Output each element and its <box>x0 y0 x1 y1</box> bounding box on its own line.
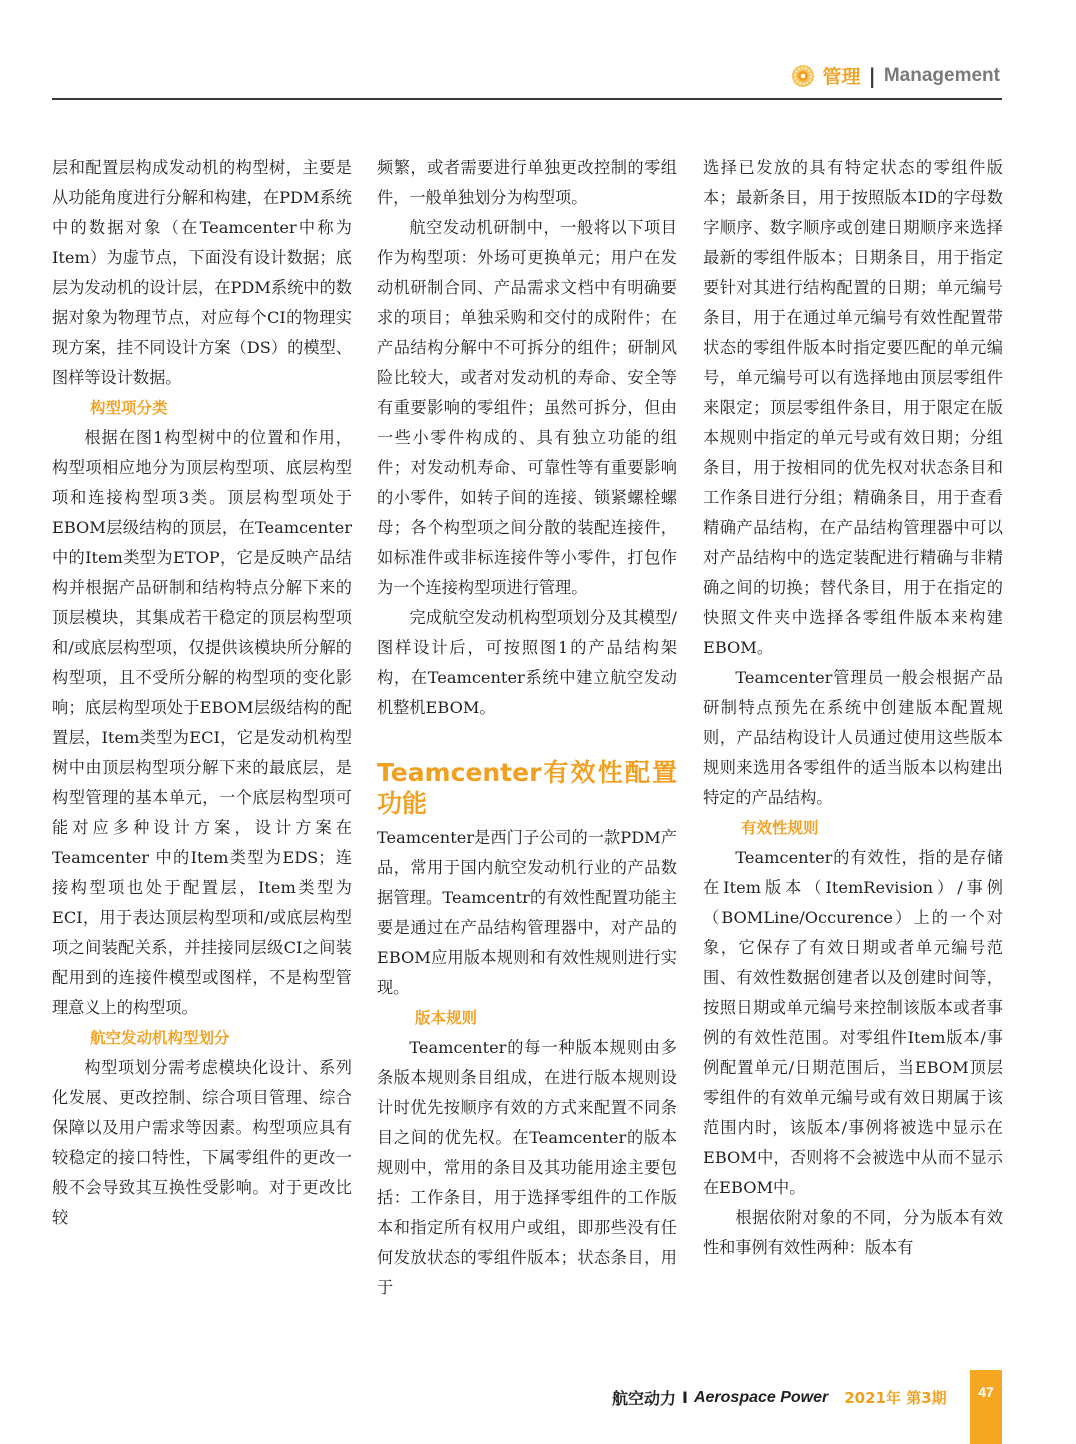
footer <box>612 1386 947 1409</box>
paragraph: 根据依附对象的不同，分为版本有效性和事例有效性两种：版本有 <box>703 1208 1003 1257</box>
subheading-effectivity-rules: 有效性规则 <box>741 819 819 837</box>
paragraph: Teamcenter管理员一般会根据产品研制特点预先在系统中创建版本配置规则，产品结构设计人员通过使用这些版本规则来选用各零组件的适当版本以构建出特定的产品结构。 <box>703 668 1003 807</box>
section-title: Teamcenter有效性配置功能 <box>377 758 677 818</box>
subheading-engine-config-division: 航空发动机构型划分 <box>90 1029 230 1047</box>
paragraph: 频繁，或者需要进行单独更改控制的零组件，一般单独划分为构型项。 <box>377 158 677 207</box>
paragraph: 航空发动机研制中，一般将以下项目作为构型项：外场可更换单元；用户在发动机研制合同、产品需求文档中有明确要求的项目；单独采购和交付的成附件；在产品结构分解中不可拆分的组件；研制风险比较大，或者对发动机的寿命、安全等有重要影响的零组件；虽然可拆分，但由一些小零件构成的、具有独立功能的组件；对发动机寿命、可靠性等有重要影响的小零件，如转子间的连接、锁紧螺栓螺母；各个构型项之间分散的装配连接件，如标准件或非标连接件等小零件，打包作为一个连接构型项进行管理。 <box>377 218 677 597</box>
page-number-tab <box>970 1370 1002 1444</box>
journal-name-cn: 航空动力 <box>612 1389 677 1408</box>
footer-separator: I <box>682 1388 688 1407</box>
paragraph: Teamcenter的有效性，指的是存储在Item版本（ItemRevision）/事例（BOMLine/Occurence）上的一个对象，它保存了有效日期或者单元编号范围、有效性数据创建者以及创建时间等，按照日期或单元编号来控制该版本或者事例的有效性范围。对零组件Item版本/事例配置单元/日期范围后，当EBOM顶层零组件的有效单元编号或有效日期属于该范围内时，该版本/事例将被选中显示在EBOM中，否则将不会被选中从而不显示在EBOM中。 <box>703 848 1003 1197</box>
subheading-revision-rules: 版本规则 <box>415 1009 478 1027</box>
paragraph: Teamcenter是西门子公司的一款PDM产品，常用于国内航空发动机行业的产品数据管理。Teamcentr的有效性配置功能主要是通过在产品结构管理器中，对产品的EBOM应用版本规则和有效性规则进行实现。 <box>377 828 677 997</box>
section-label-en: Management <box>883 64 1000 86</box>
column-1 <box>52 153 352 1233</box>
issue-label: 2021年 第3期 <box>844 1389 947 1407</box>
paragraph: 层和配置层构成发动机的构型树，主要是从功能角度进行分解和构建，在PDM系统中的数据对象（在Teamcenter中称为Item）为虚节点，下面没有设计数据；底层为发动机的设计层，在PDM系统中的数据对象为物理节点，对应每个CI的物理实现方案，挂不同设计方案（DS）的模型、图样等设计数据。 <box>52 158 352 387</box>
paragraph: Teamcenter的每一种版本规则由多条版本规则条目组成，在进行版本规则设计时优先按顺序有效的方式来配置不同条目之间的优先权。在Teamcenter的版本规则中，常用的条目及其功能用途主要包括：工作条目，用于选择零组件的工作版本和指定所有权用户或组，即那些没有任何发放状态的零组件版本；状态条目，用于 <box>377 1038 677 1297</box>
header-separator: | <box>868 63 876 88</box>
column-3 <box>703 153 1003 1263</box>
header-brand <box>791 62 1000 89</box>
header-rule <box>52 98 1002 100</box>
journal-name-en: Aerospace Power <box>693 1388 829 1406</box>
paragraph: 根据在图1构型树中的位置和作用，构型项相应地分为顶层构型项、底层构型项和连接构型项3类。顶层构型项处于EBOM层级结构的顶层，在Teamcenter中的Item类型为ETOP，它是反映产品结构并根据产品研制和结构特点分解下来的顶层模块，其集成若干稳定的顶层构型项和/或底层构型项，仅提供该模块所分解的构型项，且不受所分解的构型项的变化影响；底层构型项处于EBOM层级结构的配置层，Item类型为ECI，它是发动机构型树中由顶层构型项分解下来的最底层，是构型管理的基本单元，一个底层构型项可能对应多种设计方案，设计方案在Teamcenter 中的Item类型为EDS；连接构型项也处于配置层，Item类型为ECI，用于表达顶层构型项和/或底层构型项之间装配关系，并挂接同层级CI之间装配用到的连接件模型或图样，不是构型管理意义上的构型项。 <box>52 428 352 1017</box>
page-number: 47 <box>978 1384 994 1400</box>
paragraph: 完成航空发动机构型项划分及其模型/图样设计后，可按照图1的产品结构架构，在Teamcenter系统中建立航空发动机整机EBOM。 <box>377 608 677 717</box>
paragraph: 选择已发放的具有特定状态的零组件版本；最新条目，用于按照版本ID的字母数字顺序、数字顺序或创建日期顺序来选择最新的零组件版本；日期条目，用于指定要针对其进行结构配置的日期；单元编号条目，用于在通过单元编号有效性配置带状态的零组件版本时指定要匹配的单元编号，单元编号可以有选择地由顶层零组件来限定；顶层零组件条目，用于限定在版本规则中指定的单元号或有效日期；分组条目，用于按相同的优先权对状态条目和工作条目进行分组；精确条目，用于查看精确产品结构，在产品结构管理器中可以对产品结构中的选定装配进行精确与非精确之间的切换；替代条目，用于在指定的快照文件夹中选择各零组件版本来构建EBOM。 <box>703 158 1003 657</box>
paragraph: 构型项划分需考虑模块化设计、系列化发展、更改控制、综合项目管理、综合保障以及用户需求等因素。构型项应具有较稳定的接口特性，下属零组件的更改一般不会导致其互换性受影响。对于更改比较 <box>52 1058 352 1227</box>
gear-sun-icon <box>791 64 815 88</box>
section-label-cn: 管理 <box>822 66 861 88</box>
column-2 <box>377 153 677 1303</box>
subheading-config-item-classification: 构型项分类 <box>90 399 168 417</box>
